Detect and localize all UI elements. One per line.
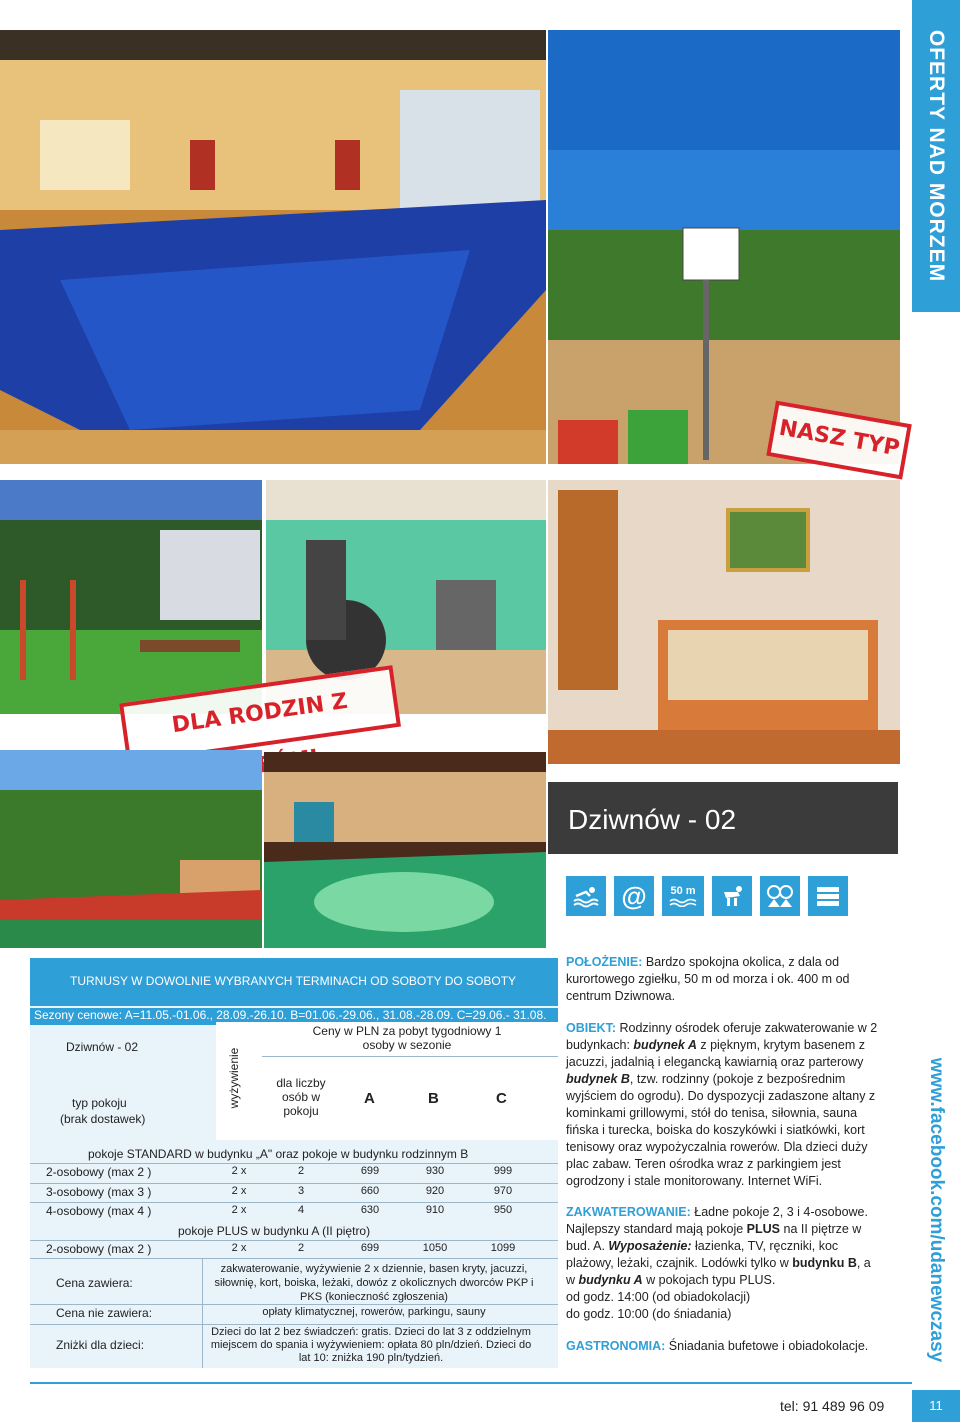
gastronomia-section — [566, 1338, 880, 1355]
discounts-label: Zniżki dla dzieci: — [56, 1338, 145, 1352]
row-divider — [30, 1304, 558, 1305]
a-cell: 699 — [360, 1242, 380, 1254]
persons-cell: 3 — [297, 1184, 305, 1197]
page-number: 11 — [912, 1390, 960, 1422]
obiekt-label: OBIEKT: — [566, 1021, 616, 1035]
b-cell: 920 — [425, 1184, 445, 1197]
discounts-text: Dzieci do lat 2 bez świadczeń: gratis. Dzieci do lat 3 z oddzielnym miejscem do spania i wyżywieniem: opłata 80 pln/dzień. Dzieci do lat 10: zniżka 190 pln/tydzień. — [210, 1326, 532, 1364]
col-b-header: B — [428, 1090, 439, 1107]
meals-cell: 2 x — [231, 1165, 247, 1177]
photo-basketball-court — [548, 30, 900, 464]
polozenie-label: POŁOŻENIE: — [566, 955, 643, 969]
stamp-nasz-typ: NASZ TYP — [766, 400, 912, 479]
row-divider — [30, 1240, 558, 1241]
wyposazenie-text-3: w pokojach typu PLUS. — [646, 1273, 776, 1287]
checkin-time: od godz. 14:00 (od obiadokolacji) — [566, 1290, 751, 1304]
c-cell: 970 — [493, 1184, 513, 1197]
photo-bedroom — [548, 480, 900, 764]
internet-icon: @ — [614, 876, 654, 916]
section-plus: pokoje PLUS w budynku A (II piętro) — [178, 1224, 371, 1238]
persons-cell: 2 — [297, 1165, 305, 1177]
col-a-header: A — [364, 1090, 375, 1107]
c-cell: 999 — [493, 1165, 513, 1177]
wyposazenie-text-1: łazienka, TV, ręczniki, koc plażowy, leżaki, czajnik. Lodówki tylko w — [566, 1239, 839, 1270]
side-banner — [912, 0, 960, 312]
row-divider — [30, 1324, 558, 1325]
obiekt-text-3: , tzw. rodzinny (pokoje z bezpośrednim wyjściem do ogrodu). Do dyspozycji zadaszone altany z kominkami grillowymi, stół do tenisa, siłownia, sauna fińska i turecka, boiska do koszykówki i siatkówki, kort tenisowy oraz wypożyczalnia rowerów. Dla dzieci duży plac zabaw. Teren ośrodka wraz z parkingiem jest ogrodzony i stale monitorowany. Internet WiFi. — [566, 1072, 876, 1188]
zakwaterowanie-label: ZAKWATEROWANIE: — [566, 1205, 691, 1219]
wyposazenie-building-b: budynku B — [792, 1256, 857, 1270]
polozenie-section — [566, 954, 880, 1005]
persons-header: dla liczby osób w pokoju — [276, 1076, 326, 1118]
a-cell: 660 — [360, 1184, 380, 1197]
seasons-text: Sezony cenowe: A=11.05.-01.06., 28.09.-26.10. B=01.06.-29.06., 31.08.-28.09. C=29.06.- 31.08. — [30, 1008, 558, 1025]
section-standard: pokoje STANDARD w budynku „A" oraz pokoje w budynku rodzinnym B — [88, 1147, 469, 1161]
wyposazenie-building-a: budynku A — [578, 1273, 643, 1287]
zakwaterowanie-text-1: Ładne pokoje 2, 3 i 4-osobowe. Najlepszy standard mają pokoje — [566, 1205, 868, 1236]
row-divider — [30, 1183, 558, 1184]
photo-playground — [0, 480, 262, 714]
table-header-text: TURNUSY W DOWOLNIE WYBRANYCH TERMINACH OD SOBOTY DO SOBOTY — [70, 974, 517, 988]
room-type-label: typ pokoju — [72, 1096, 127, 1110]
price-header: Ceny w PLN za pobyt tygodniowy 1 osoby w sezonie — [312, 1024, 502, 1052]
includes-label: Cena zawiera: — [56, 1276, 133, 1290]
meals-cell: 2 x — [231, 1242, 247, 1254]
room-type-cell: 3-osobowy (max 3 ) — [46, 1184, 152, 1199]
persons-cell: 4 — [297, 1204, 305, 1216]
location-title: Dziwnów - 02 — [548, 782, 898, 854]
zakwaterowanie-plus: PLUS — [746, 1222, 781, 1236]
wyposazenie-text-2: , a w — [566, 1256, 871, 1287]
row-divider — [30, 1163, 558, 1164]
meals-cell: 2 x — [231, 1204, 247, 1216]
photo-tennis-court — [0, 750, 262, 948]
zakwaterowanie-section — [566, 1204, 880, 1323]
table-header-bar — [30, 958, 558, 1006]
b-cell: 910 — [425, 1204, 445, 1216]
c-cell: 950 — [493, 1204, 513, 1216]
obiekt-section — [566, 1020, 880, 1190]
checkout-time: do godz. 10:00 (do śniadania) — [566, 1307, 732, 1321]
price-table — [30, 958, 558, 1368]
table-location: Dziwnów - 02 — [66, 1040, 139, 1054]
polozenie-text: Bardzo spokojna okolica, z dala od kurortowego zgiełku, 50 m od morza i ok. 400 m od centrum Dziwnowa. — [566, 955, 850, 1003]
facebook-link[interactable]: www.facebook.com/udanewczasy — [926, 1057, 947, 1363]
obiekt-text-1: Rodzinny ośrodek oferuje zakwaterowanie w 2 budynkach: — [566, 1021, 878, 1052]
distance-50m-icon — [662, 876, 704, 916]
stamp-dla-rodzin: DLA RODZIN Z — [119, 665, 401, 765]
a-cell: 630 — [360, 1204, 380, 1216]
b-cell: 1050 — [422, 1242, 448, 1254]
zakwaterowanie-text-2: na II piętrze w bud. A. — [566, 1222, 862, 1253]
photo-jacuzzi — [264, 752, 546, 948]
side-banner-text: OFERTY NAD MORZEM — [925, 29, 948, 283]
c-cell: 1099 — [490, 1242, 516, 1254]
children-icon — [760, 876, 800, 916]
room-type-note: (brak dostawek) — [60, 1112, 146, 1126]
obiekt-building-a: budynek A — [633, 1038, 697, 1052]
meals-cell: 2 x — [231, 1184, 247, 1197]
playground-icon — [712, 876, 752, 916]
gastronomia-label: GASTRONOMIA: — [566, 1339, 666, 1353]
row-divider — [30, 1258, 558, 1259]
amenity-icons — [566, 876, 848, 916]
gastronomia-text: Śniadania bufetowe i obiadokolacje. — [668, 1339, 869, 1353]
room-type-cell: 4-osobowy (max 4 ) — [46, 1204, 152, 1218]
swimming-icon — [566, 876, 606, 916]
distance-label: 50 m — [670, 885, 696, 897]
includes-text: zakwaterowanie, wyżywienie 2 x dziennie, basen kryty, jacuzzi, siłownię, kort, boiska, leżaki, dowóz z okolicznych dworców PKP i PKS (konieczność zgłoszenia) — [214, 1263, 534, 1303]
wyposazenie-label: Wyposażenie: — [608, 1239, 692, 1253]
room-type-cell: 2-osobowy (max 2 ) — [46, 1242, 152, 1256]
towels-icon — [808, 876, 848, 916]
b-cell: 930 — [425, 1165, 445, 1177]
a-cell: 699 — [360, 1165, 380, 1177]
meals-header: wyżywienie — [227, 1047, 241, 1109]
footer-phone: tel: 91 489 96 09 — [780, 1398, 885, 1414]
row-divider — [30, 1202, 558, 1203]
col-c-header: C — [496, 1090, 507, 1107]
excludes-text: opłaty klimatycznej, rowerów, parkingu, sauny — [262, 1306, 486, 1318]
obiekt-text-2: z pięknym, krytym basenem z jacuzzi, jadalnią i elegancką kawiarnią oraz parterowy — [566, 1038, 865, 1069]
obiekt-building-b: budynek B — [566, 1072, 630, 1086]
price-header-divider — [262, 1056, 558, 1057]
excludes-label: Cena nie zawiera: — [56, 1306, 153, 1320]
persons-cell: 2 — [297, 1242, 305, 1254]
col-divider — [202, 1258, 203, 1368]
footer-divider — [30, 1382, 912, 1384]
room-type-cell: 2-osobowy (max 2 ) — [46, 1165, 152, 1179]
photo-indoor-pool — [0, 30, 546, 464]
